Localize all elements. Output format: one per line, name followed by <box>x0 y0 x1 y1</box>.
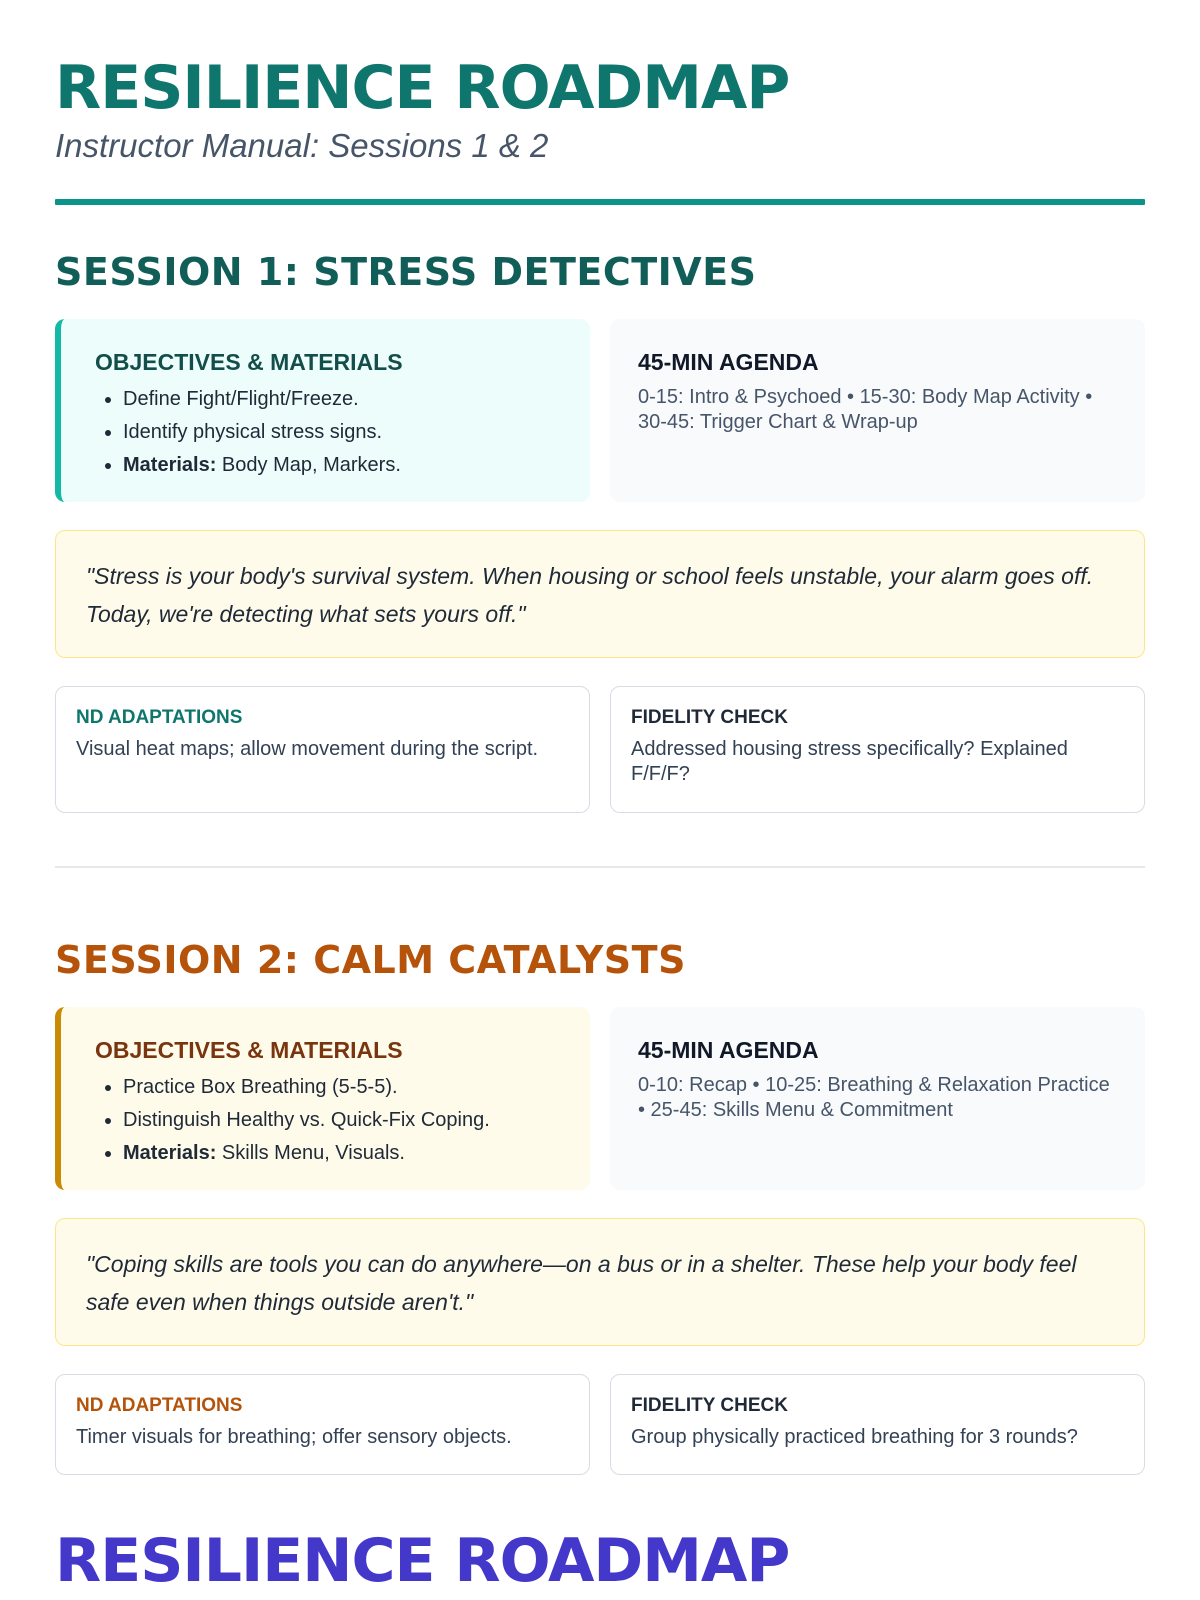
objective-item: • Define Fight/Flight/Freeze. <box>123 383 560 416</box>
materials-label: Materials: <box>123 454 217 476</box>
fidelity-check-heading: FIDELITY CHECK <box>631 1394 788 1416</box>
session-2-objectives-card <box>55 1007 590 1190</box>
materials-item <box>123 449 560 482</box>
session-1-top-row <box>55 319 1145 502</box>
objectives-heading: OBJECTIVES & MATERIALS <box>95 349 403 375</box>
session-2-bottom-row <box>55 1374 1145 1475</box>
objectives-list <box>95 1071 560 1170</box>
nd-adaptations-heading: ND ADAPTATIONS <box>76 707 243 728</box>
session-1-objectives-card <box>55 319 590 502</box>
quote-text: "Coping skills are tools you can do anywhere—on a bus or in a shelter. These help your body feel safe even when things outside aren't." <box>86 1250 1077 1315</box>
fidelity-check-heading: FIDELITY CHECK <box>631 707 788 728</box>
agenda-text: 0-10: Recap • 10-25: Breathing & Relaxation Practice • 25-45: Skills Menu & Commitment <box>638 1073 1110 1121</box>
title-divider <box>55 199 1145 205</box>
session-2-section <box>55 937 1145 1475</box>
repeated-page-title: RESILIENCE ROADMAP <box>55 1525 790 1596</box>
session-1-script-quote <box>55 530 1145 658</box>
agenda-heading: 45-MIN AGENDA <box>638 1036 819 1063</box>
objective-item: • Identify physical stress signs. <box>123 416 560 449</box>
session-2-title: SESSION 2: CALM CATALYSTS <box>55 937 686 982</box>
session-2-nd-adaptations-card <box>55 1374 590 1475</box>
objectives-list <box>95 383 560 482</box>
objectives-heading: OBJECTIVES & MATERIALS <box>95 1036 403 1063</box>
nd-adaptations-heading: ND ADAPTATIONS <box>76 1394 243 1416</box>
objective-item: • Distinguish Healthy vs. Quick-Fix Coping. <box>123 1104 560 1137</box>
session-1-section <box>55 249 1145 813</box>
session-2-agenda-card <box>610 1007 1145 1190</box>
session-2-script-quote <box>55 1218 1145 1346</box>
nd-adaptations-text: Timer visuals for breathing; offer sensory objects. <box>76 1425 512 1448</box>
nd-adaptations-text: Visual heat maps; allow movement during the script. <box>76 738 539 760</box>
agenda-heading: 45-MIN AGENDA <box>638 349 819 375</box>
quote-text: "Stress is your body's survival system. When housing or school feels unstable, your alarm goes off. Today, we're detecting what sets yours off." <box>86 563 1094 627</box>
session-1-title: SESSION 1: STRESS DETECTIVES <box>55 250 757 294</box>
session-1-agenda-card <box>610 319 1145 502</box>
session-1-fidelity-check-card <box>610 686 1145 813</box>
materials-text: Skills Menu, Visuals. <box>216 1141 405 1164</box>
session-2-top-row <box>55 1007 1145 1190</box>
page-subtitle: Instructor Manual: Sessions 1 & 2 <box>55 127 549 164</box>
objective-item: • Practice Box Breathing (5-5-5). <box>123 1071 560 1104</box>
session-1-nd-adaptations-card <box>55 686 590 813</box>
page-title: RESILIENCE ROADMAP <box>55 53 790 123</box>
session-1-bottom-row <box>55 686 1145 813</box>
materials-label: Materials: <box>123 1141 217 1164</box>
session-2-fidelity-check-card <box>610 1374 1145 1475</box>
section-divider <box>55 866 1145 868</box>
fidelity-check-text: Group physically practiced breathing for 3 rounds? <box>631 1425 1078 1448</box>
materials-text: Body Map, Markers. <box>216 454 401 476</box>
fidelity-check-text: Addressed housing stress specifically? Explained F/F/F? <box>631 738 1068 785</box>
materials-item <box>123 1137 560 1170</box>
agenda-text: 0-15: Intro & Psychoed • 15-30: Body Map Activity • 30-45: Trigger Chart & Wrap-up <box>638 386 1093 433</box>
